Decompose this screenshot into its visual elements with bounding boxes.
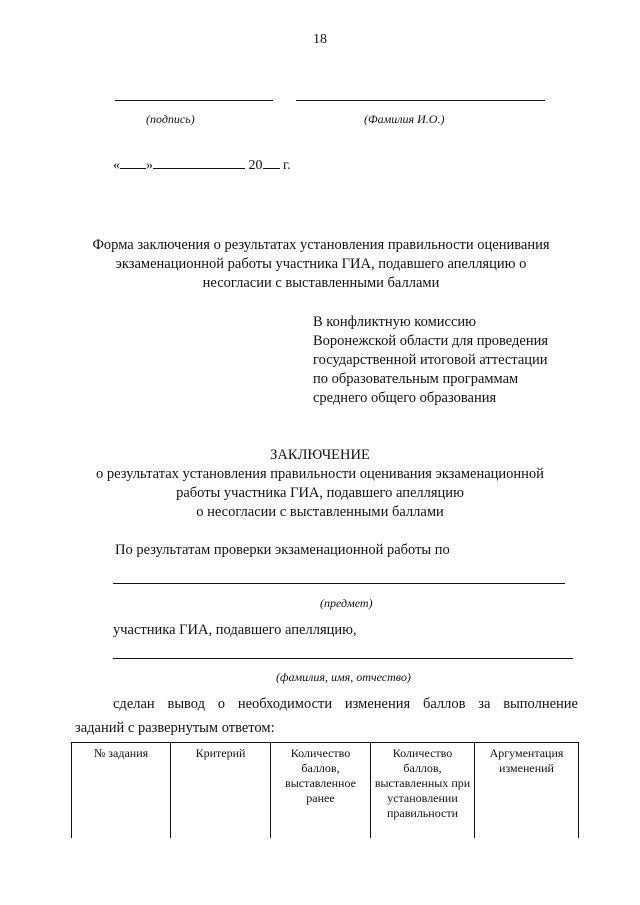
fio-caption: (фамилия, имя, отчество) (276, 670, 411, 684)
conclusion-sentence-line2: заданий с развернутым ответом: (75, 720, 275, 736)
year-prefix: 20 (248, 158, 263, 173)
conclusion-line: о результатах установления правильности оценивания экзаменационной (96, 466, 544, 482)
signature-caption: (подпись) (146, 112, 195, 126)
date-open-quote: « (113, 158, 120, 173)
header-justification: Аргументация изменений (475, 743, 579, 839)
conclusion-line: о несогласии с выставленными баллами (196, 504, 444, 520)
subject-line (113, 583, 565, 584)
check-text: По результатам проверки экзаменационной работы по (115, 542, 450, 558)
date-close-quote: » (146, 158, 153, 173)
addressee-line: среднего общего образования (313, 390, 497, 406)
conclusion-heading: ЗАКЛЮЧЕНИЕ (270, 447, 370, 463)
conclusion-sentence-line1 (113, 695, 578, 714)
name-line (296, 100, 545, 101)
addressee-line: Воронежской области для проведения (313, 333, 549, 349)
conclusion-sentence-text: сделан вывод о необходимости изменения баллов за выполнение (113, 696, 578, 712)
subject-caption: (предмет) (320, 596, 373, 610)
day-blank (120, 156, 146, 169)
addressee-block (313, 313, 593, 408)
header-task-number: № задания (72, 743, 171, 839)
conclusion-line: работы участника ГИА, подавшего апелляцию (176, 485, 464, 501)
fio-line (113, 658, 573, 659)
year-blank (263, 156, 280, 169)
form-title: Форма заключения о результатах установления правильности оценивания экзаменационной работы участника ГИА, подавшего апелляцию о несогласии с выставленными баллами (92, 237, 550, 291)
table-header-row (72, 743, 579, 839)
name-caption: (Фамилия И.О.) (364, 112, 445, 126)
page-number: 18 (313, 32, 327, 47)
addressee-line: государственной итоговой аттестации (313, 352, 548, 368)
grades-table (71, 742, 579, 838)
addressee-line: В конфликтную комиссию (313, 314, 476, 330)
date-line (113, 156, 291, 174)
year-suffix: г. (283, 158, 291, 173)
conclusion-block (60, 446, 580, 522)
header-new-score: Количество баллов, выставленных при установлении правильности (371, 743, 475, 839)
header-criterion: Критерий (171, 743, 271, 839)
signature-line (115, 100, 273, 101)
header-previous-score: Количество баллов, выставленное ранее (271, 743, 371, 839)
participant-text: участника ГИА, подавшего апелляцию, (113, 622, 357, 638)
addressee-line: по образовательным программам (313, 371, 519, 387)
month-blank (153, 156, 245, 169)
